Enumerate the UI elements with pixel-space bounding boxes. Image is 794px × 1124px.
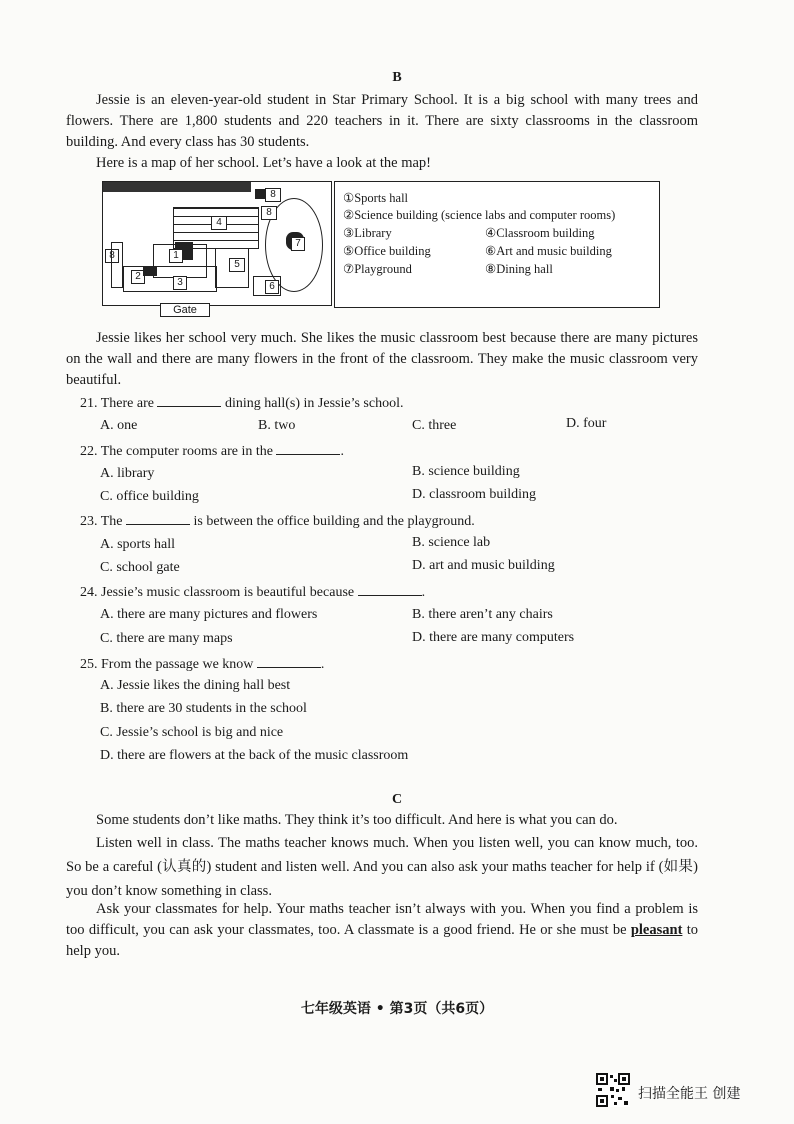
legend-art-music-building: ⑥Art and music building [485,244,612,258]
answer-blank[interactable] [257,655,321,668]
section-b-title: B [392,70,402,85]
section-b-paragraph-2: Here is a map of her school. Let’s have a look at the map! [96,155,431,171]
map-label-8-top: 8 [265,188,281,202]
q22-option-d[interactable]: D. classroom building [412,487,537,502]
q21-option-c[interactable]: C. three [412,418,457,433]
map-label-1: 1 [169,249,183,263]
section-b-paragraph-3: Jessie likes her school very much. She likes the music classroom best because there are many pictures on the wall and there are many flowers in the front of the classroom. They make the music classroom very beautiful. [66,330,698,388]
legend-classroom-building: ④Classroom building [485,226,595,240]
q24-option-a[interactable]: A. there are many pictures and flowers [100,607,318,622]
q24-option-b[interactable]: B. there aren’t any chairs [412,607,553,622]
legend-office-building: ⑤Office building [343,244,431,258]
q22-option-c[interactable]: C. office building [100,489,199,504]
question-24: 24. Jessie’s music classroom is beautiful because . [80,585,426,600]
map-label-8-left: 8 [105,249,119,263]
section-b-paragraph-1: Jessie is an eleven-year-old student in Star Primary School. It is a big school with many trees and flowers. There are 1,800 students and 220 teachers in it. There are sixty classrooms in the classroom building. And every class has 30 students. [66,92,698,150]
q22-option-b[interactable]: B. science building [412,464,520,479]
q25-option-d[interactable]: D. there are flowers at the back of the music classroom [100,748,409,763]
answer-blank[interactable] [276,442,340,455]
map-gate-label: Gate [160,303,210,317]
map-label-7: 7 [291,237,305,251]
q22-option-a[interactable]: A. library [100,466,155,481]
answer-blank[interactable] [126,512,190,525]
map-top-bar [103,182,251,192]
qr-code-icon [596,1073,630,1107]
map-label-2: 2 [131,270,145,284]
underlined-word: pleasant [630,922,683,938]
q23-option-a[interactable]: A. sports hall [100,537,176,552]
q24-option-c[interactable]: C. there are many maps [100,631,233,646]
map-label-8-mid: 8 [261,206,277,220]
q21-option-a[interactable]: A. one [100,418,138,433]
scanner-watermark: 扫描全能王 创建 [638,1086,741,1102]
q25-option-b[interactable]: B. there are 30 students in the school [100,701,307,716]
legend-dining-hall: ⑧Dining hall [485,262,553,276]
legend-sports-hall: ①Sports hall [343,191,409,205]
q21-option-d[interactable]: D. four [566,416,607,431]
question-21: 21. There are dining hall(s) in Jessie’s school. [80,396,404,411]
answer-blank[interactable] [358,583,422,596]
legend-playground: ⑦Playground [343,262,412,276]
q23-option-b[interactable]: B. science lab [412,535,491,550]
answer-blank[interactable] [157,394,221,407]
map-label-6: 6 [265,280,279,294]
q21-option-b[interactable]: B. two [258,418,296,433]
q25-option-a[interactable]: A. Jessie likes the dining hall best [100,678,291,693]
map-label-4: 4 [211,216,227,230]
section-c-title: C [391,792,403,807]
lower-wall-shape [123,266,217,292]
legend-library: ③Library [343,226,392,240]
section-c-paragraph-2: Listen well in class. The maths teacher knows much. When you listen well, you can know much, too. So be a careful (认真的) student and listen well. And you can also ask your maths teacher for help if (如果) you don’t know something in class. [66,835,698,899]
left-building-shape [111,242,123,288]
section-c-paragraph-3: Ask your classmates for help. Your maths teacher isn’t always with you. When you find a problem is too difficult, you can ask your classmates, too. A classmate is a good friend. He or she must be pleasant to help you. [66,901,698,959]
page-footer: 七年级英语 • 第3页（共6页） [300,1001,494,1017]
office-building-shape [215,248,249,288]
dining-hall-blob [255,189,265,199]
q23-option-d[interactable]: D. art and music building [412,558,555,573]
question-22: 22. The computer rooms are in the . [80,444,344,459]
question-23: 23. The is between the office building and the playground. [80,514,475,529]
q23-option-c[interactable]: C. school gate [100,560,180,575]
section-c-paragraph-1: Some students don’t like maths. They think it’s too difficult. And here is what you can do. [96,812,618,828]
q25-option-c[interactable]: C. Jessie’s school is big and nice [100,725,284,740]
question-25: 25. From the passage we know . [80,657,325,672]
map-legend [334,181,660,308]
legend-science-building: ②Science building (science labs and computer rooms) [343,208,616,222]
school-map [102,181,332,306]
map-label-5: 5 [229,258,245,272]
q24-option-d[interactable]: D. there are many computers [412,630,575,645]
map-label-3: 3 [173,276,187,290]
